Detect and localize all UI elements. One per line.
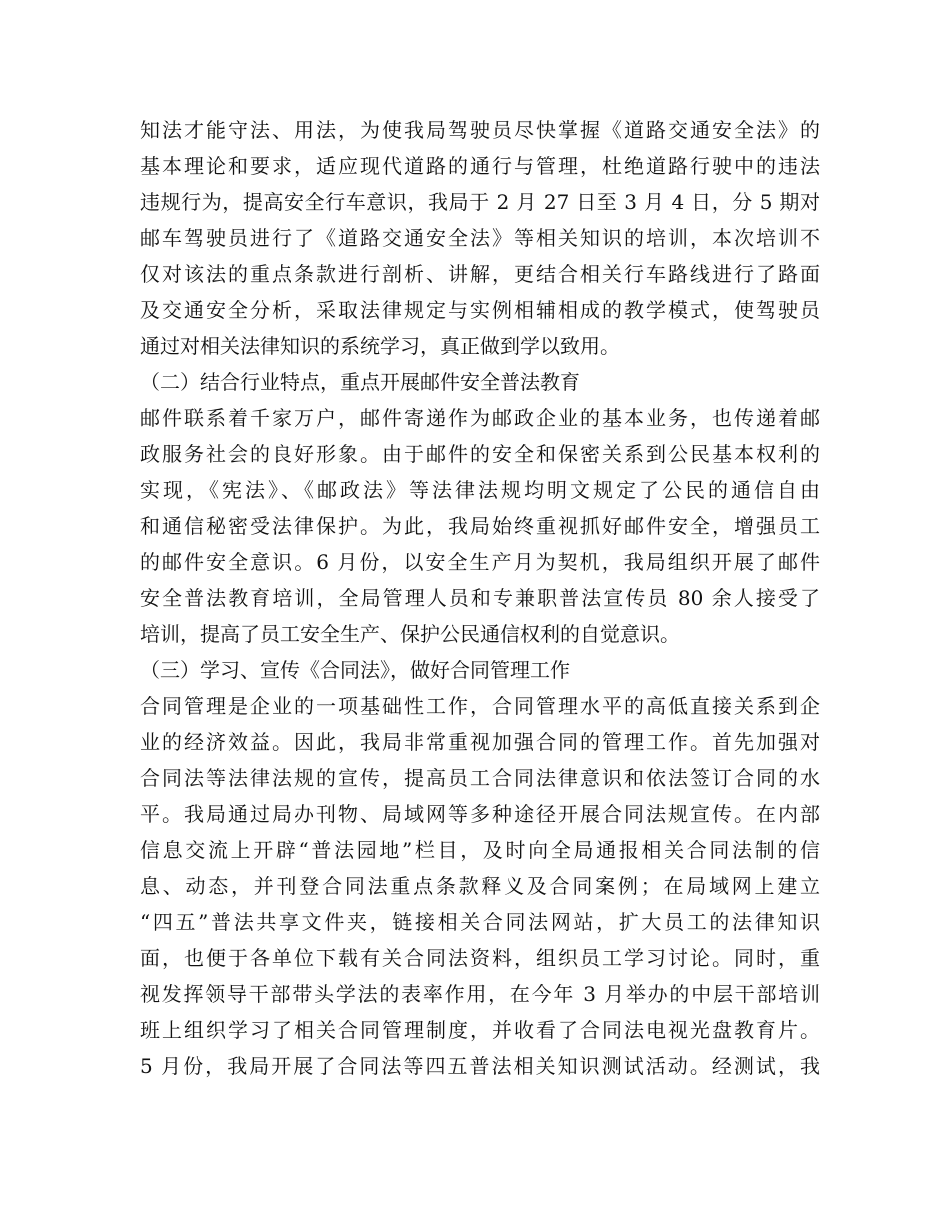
text-line: 基本理论和要求，适应现代道路的通行与管理，杜绝道路行驶中的违法: [140, 154, 820, 178]
text-line: 及交通安全分析，采取法律规定与实例相辅相成的教学模式，使驾驶员: [140, 298, 820, 322]
text-line: 平。我局通过局办刊物、局域网等多种途径开展合同法规宣传。在内部: [140, 802, 820, 826]
text-line: 息、动态，并刊登合同法重点条款释义及合同案例；在局域网上建立: [140, 874, 820, 898]
text-line: 合同法等法律法规的宣传，提高员工合同法律意识和依法签订合同的水: [140, 766, 820, 790]
text-line: 业的经济效益。因此，我局非常重视加强合同的管理工作。首先加强对: [140, 730, 820, 754]
text-line: 通过对相关法律知识的系统学习，真正做到学以致用。: [140, 334, 620, 358]
text-line: 仅对该法的重点条款进行剖析、讲解，更结合相关行车路线进行了路面: [140, 262, 820, 286]
text-line: 班上组织学习了相关合同管理制度，并收看了合同法电视光盘教育片。: [140, 1018, 820, 1042]
text-line: 视发挥领导干部带头学法的表率作用，在今年 3 月举办的中层干部培训: [140, 982, 820, 1006]
section-heading: （三）学习、宣传《合同法》，做好合同管理工作: [140, 658, 570, 682]
text-line: 实现，《宪法》、《邮政法》等法律法规均明文规定了公民的通信自由: [140, 478, 820, 502]
text-line: 邮车驾驶员进行了《道路交通安全法》等相关知识的培训，本次培训不: [140, 226, 820, 250]
text-line: 合同管理是企业的一项基础性工作，合同管理水平的高低直接关系到企: [140, 694, 820, 718]
text-line: 5 月份，我局开展了合同法等四五普法相关知识测试活动。经测试，我: [140, 1054, 820, 1078]
text-line: 面，也便于各单位下载有关合同法资料，组织员工学习讨论。同时，重: [140, 946, 820, 970]
text-line: 安全普法教育培训，全局管理人员和专兼职普法宣传员 80 余人接受了: [140, 586, 820, 610]
section-heading: （二）结合行业特点，重点开展邮件安全普法教育: [140, 370, 580, 394]
text-line: 违规行为，提高安全行车意识，我局于 2 月 27 日至 3 月 4 日，分 5 期对: [140, 190, 820, 214]
text-line: 知法才能守法、用法，为使我局驾驶员尽快掌握《道路交通安全法》的: [140, 118, 820, 142]
text-line: 的邮件安全意识。6 月份，以安全生产月为契机，我局组织开展了邮件: [140, 550, 820, 574]
text-line: 信息交流上开辟“普法园地”栏目，及时向全局通报相关合同法制的信: [140, 838, 820, 862]
document-page: [140, 112, 820, 1084]
text-line: “四五”普法共享文件夹，链接相关合同法网站，扩大员工的法律知识: [140, 910, 820, 934]
text-line: 和通信秘密受法律保护。为此，我局始终重视抓好邮件安全，增强员工: [140, 514, 820, 538]
text-line: 培训，提高了员工安全生产、保护公民通信权利的自觉意识。: [140, 622, 680, 646]
text-line: 政服务社会的良好形象。由于邮件的安全和保密关系到公民基本权利的: [140, 442, 820, 466]
text-line: 邮件联系着千家万户，邮件寄递作为邮政企业的基本业务，也传递着邮: [140, 406, 820, 430]
